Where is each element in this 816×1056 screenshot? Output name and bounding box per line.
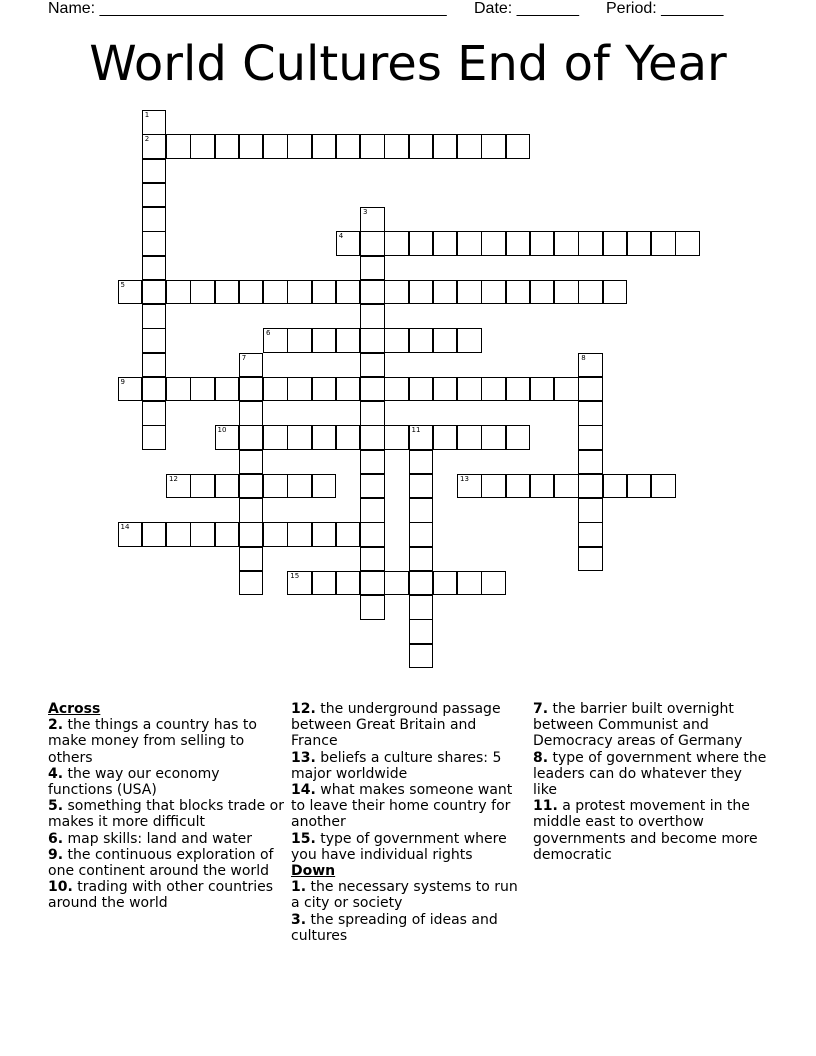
clue-number: 5 — [120, 280, 125, 289]
clue-item: 7. the barrier built overnight between Communist and Democracy areas of Germany — [533, 701, 743, 750]
grid-cell[interactable] — [336, 231, 361, 256]
grid-cell[interactable] — [263, 522, 288, 547]
grid-cell[interactable] — [287, 571, 312, 596]
clue-number: 14 — [120, 523, 130, 532]
grid-cell[interactable] — [578, 522, 603, 547]
clue-number: 3 — [363, 208, 368, 216]
grid-cell[interactable] — [578, 547, 603, 572]
grid-cell[interactable] — [506, 280, 531, 305]
grid-cell[interactable] — [603, 231, 628, 256]
grid-cell[interactable] — [360, 425, 385, 450]
grid-cell[interactable] — [239, 498, 264, 523]
grid-cell[interactable] — [239, 450, 264, 475]
grid-cell[interactable] — [118, 522, 143, 547]
grid-cell[interactable] — [506, 377, 531, 402]
grid-cell[interactable] — [142, 304, 167, 329]
clue-item: 10. trading with other countries around the world — [48, 879, 274, 912]
grid-cell[interactable] — [239, 474, 264, 499]
clue-number-label: 11. — [533, 798, 558, 815]
grid-cell[interactable] — [578, 231, 603, 256]
grid-cell[interactable] — [166, 522, 191, 547]
grid-cell[interactable] — [651, 231, 676, 256]
grid-cell[interactable] — [360, 595, 385, 620]
grid-cell[interactable] — [481, 474, 506, 499]
clue-number-label: 15. — [291, 830, 316, 847]
grid-cell[interactable] — [603, 474, 628, 499]
grid-cell[interactable] — [384, 571, 409, 596]
grid-cell[interactable] — [384, 231, 409, 256]
grid-cell[interactable] — [215, 522, 240, 547]
grid-cell[interactable] — [457, 231, 482, 256]
grid-cell[interactable] — [409, 522, 434, 547]
grid-cell[interactable] — [578, 425, 603, 450]
grid-cell[interactable] — [603, 280, 628, 305]
clue-item: 9. the continuous exploration of one continent around the world — [48, 846, 274, 880]
grid-cell[interactable] — [433, 571, 458, 596]
grid-cell[interactable] — [433, 231, 458, 256]
clue-number-label: 7. — [533, 701, 549, 717]
clue-number: 2 — [144, 135, 150, 144]
grid-cell[interactable] — [336, 280, 361, 305]
name-field[interactable]: Name: _______________________________________ — [48, 0, 447, 17]
grid-cell[interactable] — [675, 231, 700, 256]
grid-cell[interactable] — [312, 474, 337, 499]
clue-number-label: 4. — [48, 765, 64, 782]
grid-cell[interactable] — [409, 547, 434, 572]
grid-cell[interactable] — [578, 401, 603, 426]
grid-cell[interactable] — [578, 280, 603, 305]
grid-cell[interactable] — [360, 547, 385, 572]
grid-cell[interactable] — [142, 401, 167, 426]
grid-cell[interactable] — [384, 425, 409, 450]
grid-cell[interactable] — [239, 425, 264, 450]
grid-cell[interactable] — [239, 353, 264, 378]
clue-number: 7 — [241, 353, 247, 362]
grid-cell[interactable] — [409, 134, 434, 159]
grid-cell[interactable] — [312, 280, 337, 305]
grid-cell[interactable] — [506, 474, 531, 499]
grid-cell[interactable] — [239, 571, 264, 596]
grid-cell[interactable] — [651, 474, 676, 499]
grid-cell[interactable] — [433, 280, 458, 305]
grid-cell[interactable] — [142, 353, 167, 378]
grid-cell[interactable] — [312, 377, 337, 402]
clue-number: 8 — [581, 353, 586, 362]
grid-cell[interactable] — [360, 134, 385, 159]
grid-cell[interactable] — [409, 450, 434, 475]
grid-cell[interactable] — [409, 571, 434, 596]
grid-cell[interactable] — [360, 207, 385, 232]
clue-item: 8. type of government where the leaders can do whatever they like — [533, 749, 767, 799]
grid-cell[interactable] — [554, 280, 579, 305]
grid-cell[interactable] — [190, 522, 215, 547]
grid-cell[interactable] — [578, 450, 603, 475]
grid-cell[interactable] — [506, 134, 531, 159]
grid-cell[interactable] — [409, 595, 434, 620]
grid-cell[interactable] — [409, 619, 434, 644]
grid-cell[interactable] — [336, 522, 361, 547]
puzzle-title: World Cultures End of Year — [89, 36, 727, 92]
clue-column-2 — [291, 701, 527, 944]
clue-number-label: 9. — [48, 846, 64, 863]
grid-cell[interactable] — [166, 280, 191, 305]
grid-cell[interactable] — [360, 522, 385, 547]
grid-cell[interactable] — [142, 183, 167, 208]
grid-cell[interactable] — [360, 256, 385, 281]
grid-cell[interactable] — [360, 280, 385, 305]
grid-cell[interactable] — [457, 280, 482, 305]
grid-cell[interactable] — [433, 134, 458, 159]
grid-cell[interactable] — [433, 425, 458, 450]
grid-cell[interactable] — [554, 474, 579, 499]
grid-cell[interactable] — [215, 425, 240, 450]
grid-cell[interactable] — [287, 328, 312, 353]
clue-item: 13. beliefs a culture shares: 5 major worldwide — [291, 749, 502, 782]
grid-cell[interactable] — [554, 377, 579, 402]
grid-cell[interactable] — [239, 134, 264, 159]
grid-cell[interactable] — [409, 498, 434, 523]
clue-item: 6. map skills: land and water — [48, 830, 252, 847]
grid-cell[interactable] — [530, 377, 555, 402]
clue-column-3 — [533, 701, 769, 863]
clue-item: 4. the way our economy functions (USA) — [48, 765, 220, 799]
grid-cell[interactable] — [481, 425, 506, 450]
grid-cell[interactable] — [481, 571, 506, 596]
grid-cell[interactable] — [239, 547, 264, 572]
grid-cell[interactable] — [336, 425, 361, 450]
clue-number: 1 — [144, 111, 150, 119]
grid-cell[interactable] — [239, 401, 264, 426]
grid-cell[interactable] — [457, 377, 482, 402]
period-field[interactable]: Period: _______ — [606, 0, 724, 17]
clue-number-label: 1. — [291, 879, 307, 896]
grid-cell[interactable] — [215, 377, 240, 402]
grid-cell[interactable] — [312, 134, 337, 159]
grid-cell[interactable] — [506, 231, 531, 256]
grid-cell[interactable] — [481, 377, 506, 402]
grid-cell[interactable] — [578, 474, 603, 499]
grid-cell[interactable] — [166, 474, 191, 499]
clue-section-heading: Across — [48, 701, 101, 717]
clue-item: 14. what makes someone want to leave their home country for another — [291, 782, 513, 831]
grid-cell[interactable] — [287, 280, 312, 305]
clue-section-heading: Down — [291, 863, 336, 880]
grid-cell[interactable] — [142, 377, 167, 402]
grid-cell[interactable] — [409, 231, 434, 256]
grid-cell[interactable] — [287, 522, 312, 547]
grid-cell[interactable] — [287, 134, 312, 159]
clue-item: 3. the spreading of ideas and cultures — [291, 911, 498, 944]
grid-cell[interactable] — [360, 377, 385, 402]
grid-cell[interactable] — [384, 134, 409, 159]
grid-cell[interactable] — [481, 231, 506, 256]
clue-number-label: 5. — [48, 798, 64, 815]
grid-cell[interactable] — [627, 231, 652, 256]
clue-column-1 — [48, 701, 284, 912]
grid-cell[interactable] — [360, 304, 385, 329]
grid-cell[interactable] — [530, 231, 555, 256]
grid-cell[interactable] — [457, 571, 482, 596]
grid-cell[interactable] — [190, 474, 215, 499]
grid-cell[interactable] — [360, 571, 385, 596]
date-field[interactable]: Date: _______ — [474, 0, 579, 17]
grid-cell[interactable] — [312, 522, 337, 547]
grid-cell[interactable] — [457, 134, 482, 159]
clue-item: 5. something that blocks trade or makes it more difficult — [48, 798, 284, 831]
grid-cell[interactable] — [578, 353, 603, 378]
grid-cell[interactable] — [409, 644, 434, 669]
clue-number-label: 3. — [291, 911, 307, 928]
clue-number-label: 2. — [48, 717, 64, 734]
grid-cell[interactable] — [627, 474, 652, 499]
grid-cell[interactable] — [312, 571, 337, 596]
grid-cell[interactable] — [312, 425, 337, 450]
grid-cell[interactable] — [360, 450, 385, 475]
grid-cell[interactable] — [409, 377, 434, 402]
grid-cell[interactable] — [142, 159, 167, 184]
grid-cell[interactable] — [409, 280, 434, 305]
grid-cell[interactable] — [384, 328, 409, 353]
grid-cell[interactable] — [239, 377, 264, 402]
clue-number: 13 — [460, 474, 469, 483]
grid-cell[interactable] — [142, 207, 167, 232]
grid-cell[interactable] — [530, 280, 555, 305]
grid-cell[interactable] — [360, 353, 385, 378]
grid-cell[interactable] — [506, 425, 531, 450]
grid-cell[interactable] — [578, 498, 603, 523]
clue-number-label: 12. — [291, 701, 316, 717]
clue-number: 12 — [169, 474, 178, 483]
grid-cell[interactable] — [142, 425, 167, 450]
grid-cell[interactable] — [360, 498, 385, 523]
grid-cell[interactable] — [578, 377, 603, 402]
clue-item: 15. type of government where you have individual rights — [291, 830, 507, 863]
grid-cell[interactable] — [263, 474, 288, 499]
grid-cell[interactable] — [433, 377, 458, 402]
clue-item: 1. the necessary systems to run a city or society — [291, 879, 518, 912]
grid-cell[interactable] — [336, 571, 361, 596]
grid-cell[interactable] — [166, 377, 191, 402]
grid-cell[interactable] — [263, 425, 288, 450]
grid-cell[interactable] — [215, 134, 240, 159]
grid-cell[interactable] — [457, 474, 482, 499]
grid-cell[interactable] — [530, 474, 555, 499]
grid-cell[interactable] — [190, 377, 215, 402]
grid-cell[interactable] — [215, 280, 240, 305]
grid-cell[interactable] — [336, 328, 361, 353]
clue-number: 4 — [338, 232, 344, 241]
clue-item: 11. a protest movement in the middle east to overthow governments and become more democratic — [533, 798, 758, 863]
grid-cell[interactable] — [215, 474, 240, 499]
grid-cell[interactable] — [336, 134, 361, 159]
grid-cell[interactable] — [142, 328, 167, 353]
grid-cell[interactable] — [142, 110, 167, 135]
clue-number-label: 10. — [48, 879, 73, 896]
grid-cell[interactable] — [554, 231, 579, 256]
grid-cell[interactable] — [166, 134, 191, 159]
grid-cell[interactable] — [457, 328, 482, 353]
grid-cell[interactable] — [190, 134, 215, 159]
grid-cell[interactable] — [312, 328, 337, 353]
grid-cell[interactable] — [409, 425, 434, 450]
grid-cell[interactable] — [287, 377, 312, 402]
clue-number-label: 8. — [533, 749, 549, 766]
clue-number: 9 — [120, 377, 125, 386]
clue-number: 11 — [411, 426, 421, 435]
grid-cell[interactable] — [263, 280, 288, 305]
clue-item: 2. the things a country has to make money from selling to others — [48, 717, 257, 766]
grid-cell[interactable] — [118, 377, 143, 402]
grid-cell[interactable] — [263, 328, 288, 353]
clue-number-label: 14. — [291, 782, 316, 799]
clue-item: 12. the underground passage between Great Britain and France — [291, 701, 501, 750]
grid-cell[interactable] — [481, 134, 506, 159]
grid-cell[interactable] — [142, 280, 167, 305]
grid-cell[interactable] — [384, 280, 409, 305]
grid-cell[interactable] — [433, 328, 458, 353]
grid-cell[interactable] — [409, 328, 434, 353]
grid-cell[interactable] — [263, 134, 288, 159]
grid-cell[interactable] — [360, 401, 385, 426]
grid-cell[interactable] — [481, 280, 506, 305]
grid-cell[interactable] — [287, 425, 312, 450]
grid-cell[interactable] — [142, 522, 167, 547]
grid-cell[interactable] — [360, 328, 385, 353]
grid-cell[interactable] — [360, 474, 385, 499]
grid-cell[interactable] — [263, 377, 288, 402]
grid-cell[interactable] — [190, 280, 215, 305]
grid-cell[interactable] — [360, 231, 385, 256]
grid-cell[interactable] — [409, 474, 434, 499]
grid-cell[interactable] — [239, 280, 264, 305]
grid-cell[interactable] — [118, 280, 143, 305]
grid-cell[interactable] — [239, 522, 264, 547]
grid-cell[interactable] — [384, 377, 409, 402]
grid-cell[interactable] — [142, 134, 167, 159]
grid-cell[interactable] — [287, 474, 312, 499]
grid-cell[interactable] — [457, 425, 482, 450]
grid-cell[interactable] — [142, 256, 167, 281]
clue-number-label: 13. — [291, 749, 316, 766]
clue-number: 6 — [266, 329, 271, 338]
clue-number: 10 — [217, 426, 227, 435]
clue-number: 15 — [290, 571, 300, 580]
clue-number-label: 6. — [48, 830, 64, 847]
grid-cell[interactable] — [336, 377, 361, 402]
grid-cell[interactable] — [142, 231, 167, 256]
